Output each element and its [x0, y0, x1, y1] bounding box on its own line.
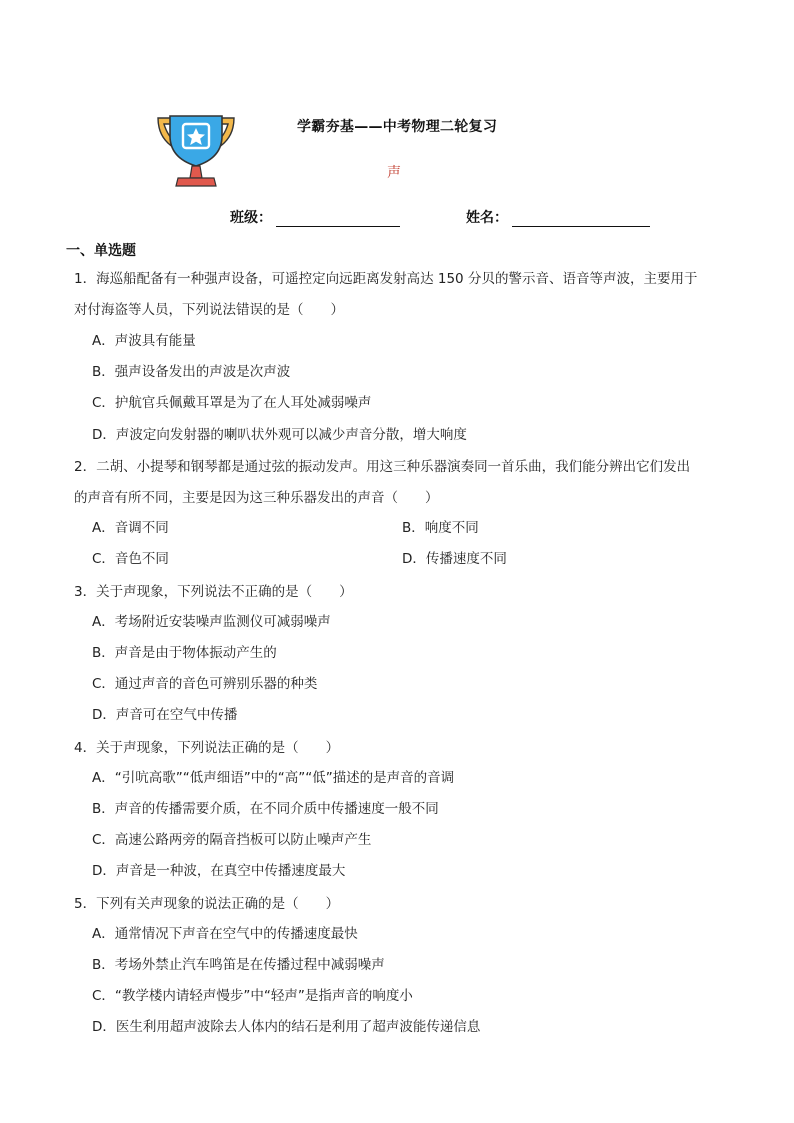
- name-label: 姓名：: [466, 210, 508, 226]
- question-1-option-d: D．声波定向发射器的喇叭状外观可以减少声音分散，增大响度: [92, 427, 467, 443]
- question-4-option-c: C．高速公路两旁的隔音挡板可以防止噪声产生: [92, 832, 372, 848]
- question-5-option-c: C．“教学楼内请轻声慢步”中“轻声”是指声音的响度小: [92, 988, 413, 1004]
- question-4-stem-line-1: 4．关于声现象，下列说法正确的是（ ）: [74, 740, 340, 756]
- question-1-option-c: C．护航官兵佩戴耳罩是为了在人耳处减弱噪声: [92, 395, 372, 411]
- question-1-option-b: B．强声设备发出的声波是次声波: [92, 364, 291, 380]
- question-2-option-b: B．响度不同: [402, 520, 479, 536]
- document-title: 学霸夯基——中考物理二轮复习: [297, 119, 498, 135]
- question-1-stem-line-2: 对付海盗等人员，下列说法错误的是（ ）: [74, 302, 344, 318]
- question-3: [74, 577, 724, 608]
- name-field: [466, 207, 650, 227]
- question-5: [74, 889, 724, 920]
- question-3-stem-line-1: 3．关于声现象，下列说法不正确的是（ ）: [74, 584, 353, 600]
- question-5-option-a: A．通常情况下声音在空气中的传播速度最快: [92, 926, 358, 942]
- question-2-stem-line-1: 2．二胡、小提琴和钢琴都是通过弦的振动发声。用这三种乐器演奏同一首乐曲，我们能分辨出它们发出: [74, 459, 691, 475]
- class-label: 班级：: [230, 210, 272, 226]
- class-blank-line: [276, 209, 400, 227]
- name-blank-line: [512, 209, 650, 227]
- question-5-stem-line-1: 5．下列有关声现象的说法正确的是（ ）: [74, 896, 340, 912]
- question-3-option-d: D．声音可在空气中传播: [92, 707, 238, 723]
- question-4: [74, 733, 724, 764]
- class-field: [230, 207, 400, 227]
- question-2-option-a: A．音调不同: [92, 520, 169, 536]
- question-4-option-a: A．“引吭高歌”“低声细语”中的“高”“低”描述的是声音的音调: [92, 770, 455, 786]
- question-4-option-b: B．声音的传播需要介质，在不同介质中传播速度一般不同: [92, 801, 439, 817]
- question-2-option-c: C．音色不同: [92, 551, 169, 567]
- question-5-option-d: D．医生利用超声波除去人体内的结石是利用了超声波能传递信息: [92, 1019, 481, 1035]
- trophy-logo: [152, 114, 240, 190]
- question-3-option-b: B．声音是由于物体振动产生的: [92, 645, 277, 661]
- section-title: 一、单选题: [66, 243, 136, 259]
- question-3-option-c: C．通过声音的音色可辨别乐器的种类: [92, 676, 318, 692]
- question-1: [74, 264, 724, 326]
- question-2-option-d: D．传播速度不同: [402, 551, 507, 567]
- question-1-stem-line-1: 1．海巡船配备有一种强声设备，可遥控定向远距离发射高达 150 分贝的警示音、语音等声波，主要用于: [74, 271, 698, 287]
- question-3-option-a: A．考场附近安装噪声监测仪可减弱噪声: [92, 614, 331, 630]
- question-4-option-d: D．声音是一种波，在真空中传播速度最大: [92, 863, 346, 879]
- question-1-option-a: A．声波具有能量: [92, 333, 196, 349]
- question-5-option-b: B．考场外禁止汽车鸣笛是在传播过程中减弱噪声: [92, 957, 385, 973]
- question-2: [74, 452, 724, 514]
- question-2-stem-line-2: 的声音有所不同，主要是因为这三种乐器发出的声音（ ）: [74, 490, 439, 506]
- document-subtitle: 声: [387, 165, 401, 181]
